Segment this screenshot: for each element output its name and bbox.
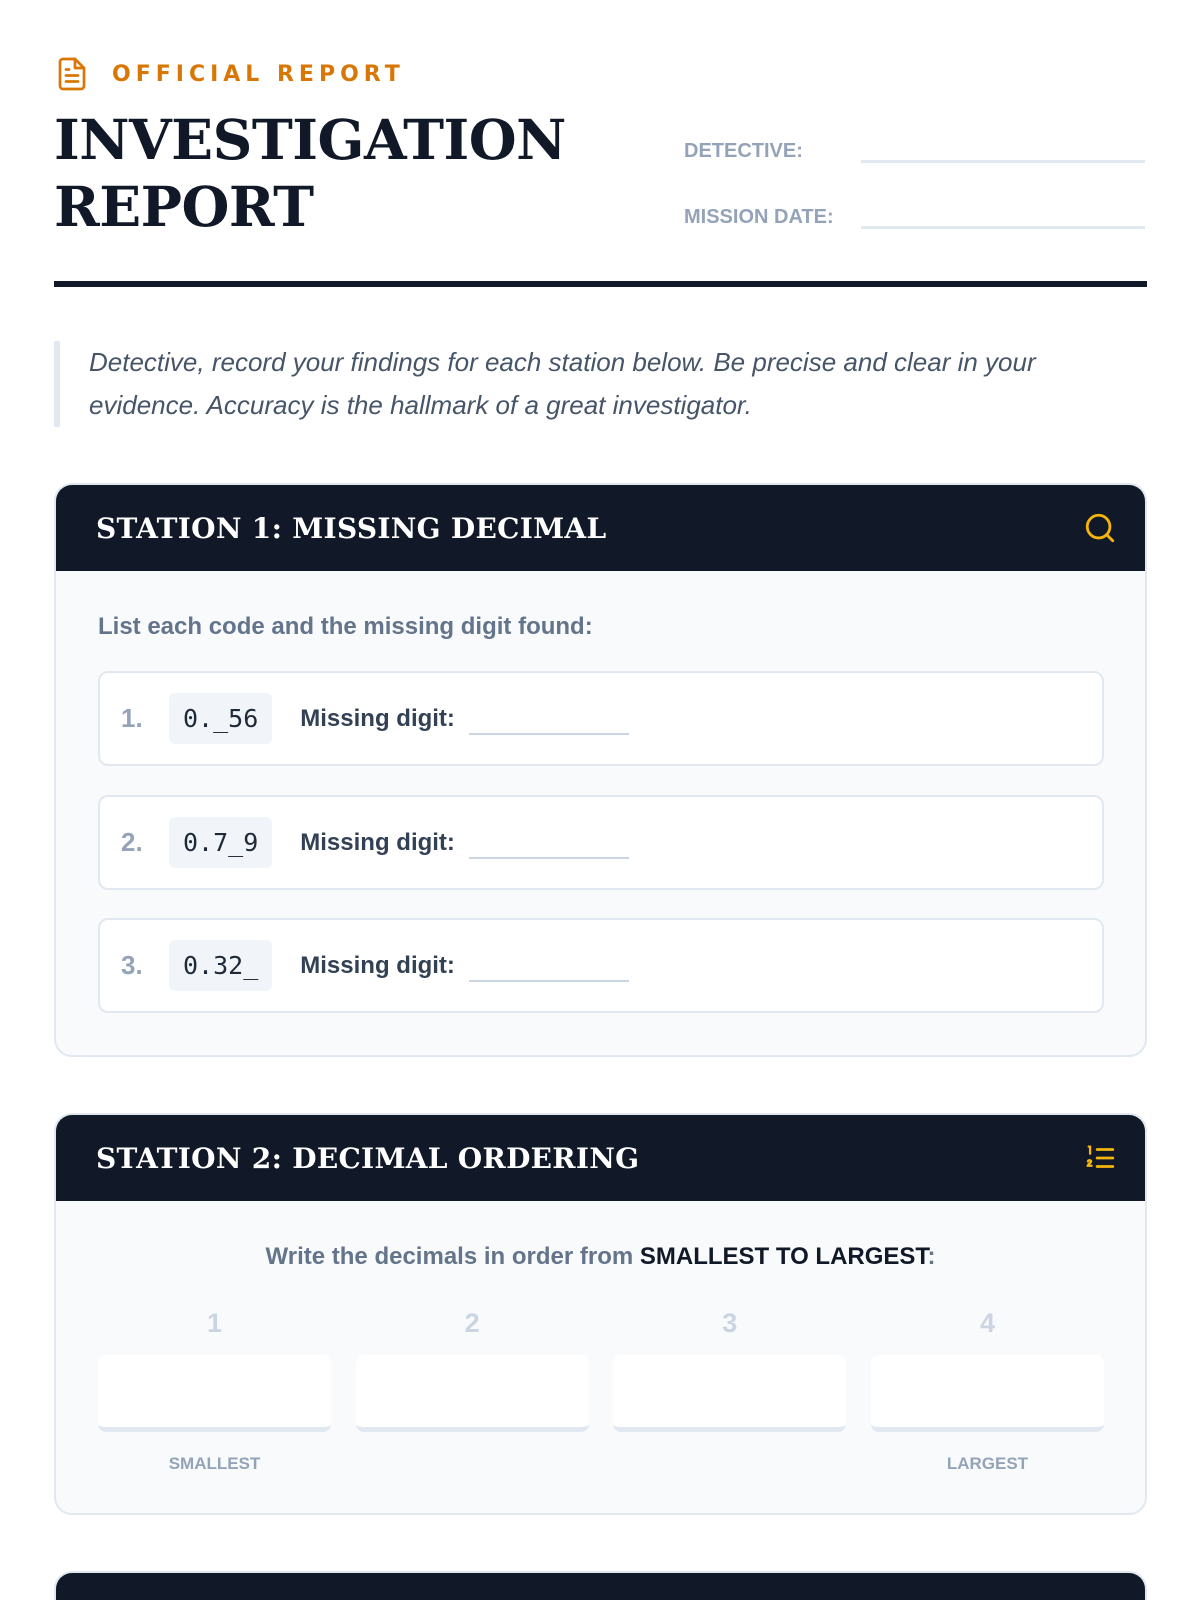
station-2-title: STATION 2: DECIMAL ORDERING [96,1141,640,1175]
order-slot [356,1305,589,1476]
mission-date-field-row [684,206,1145,229]
order-slot [613,1305,846,1476]
code-number: 2. [121,827,143,857]
station-1-prompt: List each code and the missing digit found: [98,613,593,640]
slot-number: 2 [464,1308,480,1338]
station-1-title: STATION 1: MISSING DECIMAL [96,511,607,545]
code-row [98,671,1104,766]
detective-field[interactable] [861,160,1145,163]
slot-number: 3 [722,1308,738,1338]
order-slot [871,1305,1104,1476]
slot-caption [356,1454,589,1476]
slot-number: 1 [206,1308,223,1338]
code-number: 1. [121,703,143,733]
page-title [54,106,566,240]
prompt-emphasis: SMALLEST TO LARGEST [639,1243,928,1270]
title-line-1: INVESTIGATION [54,107,566,172]
missing-digit-label: Missing digit: [300,951,455,979]
document-icon [54,56,90,92]
code-value: 0.32_ [169,940,272,991]
search-icon [1083,511,1117,545]
slot-input[interactable] [871,1355,1104,1432]
code-value: 0.7_9 [169,817,272,868]
slot-caption [613,1454,846,1476]
intro-quote [54,341,1147,427]
missing-digit-label: Missing digit: [300,828,455,856]
slot-input[interactable] [98,1355,331,1432]
detective-label: DETECTIVE: [684,140,803,162]
detective-field-row [684,140,1145,163]
kicker-label: OFFICIAL REPORT [112,61,405,87]
slot-input[interactable] [356,1355,589,1432]
station-2-prompt [56,1243,1145,1271]
slot-caption: LARGEST [946,1454,1029,1473]
code-value: 0._56 [169,693,272,744]
slot-caption: SMALLEST [168,1454,261,1473]
ordering-slots [98,1305,1104,1476]
station-1-card [54,483,1147,1057]
code-number: 3. [121,950,143,980]
code-row [98,795,1104,890]
list-ordered-icon [1083,1141,1117,1175]
intro-text: Detective, record your findings for each station below. Be precise and clear in your evidence. Accuracy is the hallmark of a great investigator. [89,347,1036,420]
title-line-2: REPORT [54,174,314,239]
slot-number: 4 [979,1308,995,1338]
station-3-card [54,1571,1147,1600]
mission-date-label: MISSION DATE: [684,206,834,228]
station-2-card [54,1113,1147,1515]
header-divider [54,281,1147,287]
mission-date-field[interactable] [861,226,1145,229]
missing-digit-field[interactable] [469,857,629,859]
prompt-text: Write the decimals in order from [265,1243,640,1270]
order-slot [98,1305,331,1476]
code-row [98,918,1104,1013]
missing-digit-label: Missing digit: [300,704,455,732]
station-3-header [56,1573,1145,1600]
prompt-suffix: : [927,1243,936,1270]
station-1-header [56,485,1145,571]
missing-digit-field[interactable] [469,733,629,735]
report-kicker [54,56,405,92]
station-2-header [56,1115,1145,1201]
missing-digit-field[interactable] [469,980,629,982]
slot-input[interactable] [613,1355,846,1432]
